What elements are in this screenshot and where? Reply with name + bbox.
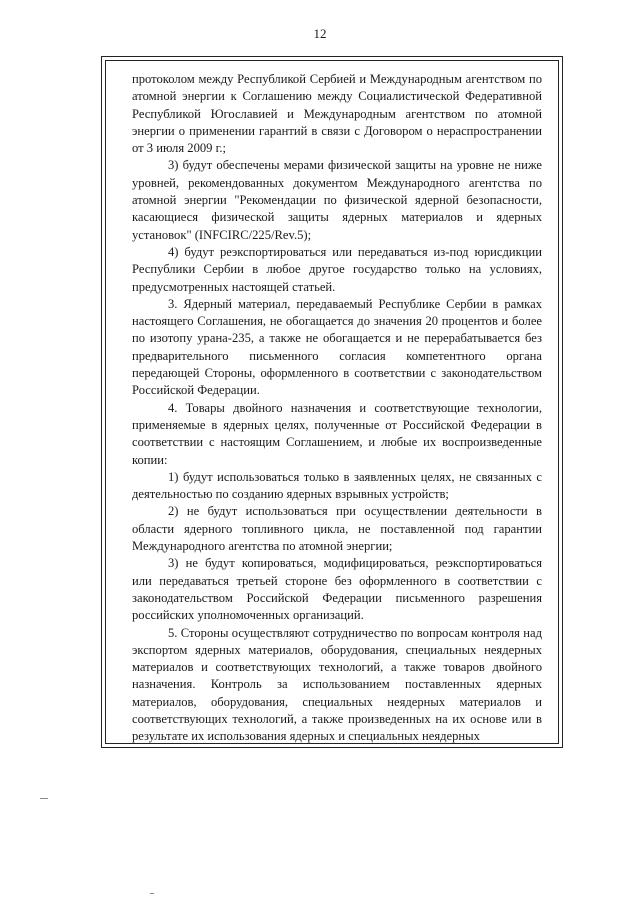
- scan-speck: [40, 798, 48, 799]
- paragraph-section-4-dual-use: 4. Товары двойного назначения и соответствующие технологии, применяемые в ядерных целях, полученные от Российской Федерации в соответствии с настоящим Соглашением, и любые их воспроизведенные копии:: [132, 400, 542, 467]
- page-number: 12: [313, 26, 327, 41]
- paragraph-dual-use-item-2: 2) не будут использоваться при осуществлении деятельности в области ядерного топливного цикла, не поставленной под гарантии Международного агентства по атомной энергии;: [132, 504, 542, 554]
- paragraph-dual-use-item-1: 1) будут использоваться только в заявленных целях, не связанных с деятельностью по созданию ядерных взрывных устройств;: [132, 469, 542, 502]
- paragraph-section-5-export-control: 5. Стороны осуществляют сотрудничество по вопросам контроля над экспортом ядерных материалов, оборудования, специальных неядерных материалов и соответствующих технологий, а также товаров двойного назначения. Контроль за использованием поставленных ядерных материалов, оборудования, специальных неядерных материалов и соответствующих технологий, а также произведенных на их основе или в результате их использования ядерных и специальных неядерных: [132, 625, 542, 744]
- paragraph-item-3-physical-protection: 3) будут обеспечены мерами физической защиты на уровне не ниже уровней, рекомендованных документом Международного агентства по атомной энергии "Рекомендации по физической ядерной безопасности, касающиеся физической защиты ядерных материалов и ядерных установок" (INFCIRC/225/Rev.5);: [132, 158, 542, 242]
- document-body: [132, 71, 542, 746]
- paragraph-dual-use-item-3: 3) не будут копироваться, модифицироваться, реэкспортироваться или передаваться третьей стороне без оформленного в соответствии с законодательством Российской Федерации письменного разрешения российских уполномоченных организаций.: [132, 556, 542, 623]
- paragraph-section-3-enrichment: 3. Ядерный материал, передаваемый Республике Сербии в рамках настоящего Соглашения, не обогащается до значения 20 процентов и более по изотопу урана-235, а также не обогащается и не перерабатывается без предварительного письменного согласия компетентного органа передающей Стороны, оформленного в соответствии с законодательством Российской Федерации.: [132, 296, 542, 398]
- paragraph-continuation: протоколом между Республикой Сербией и Международным агентством по атомной энергии к Соглашению между Социалистической Федеративной Республикой Югославией и Международным агентством по атомной энергии о применении гарантий в связи с Договором о нераспространении от 3 июля 2009 г.;: [132, 72, 542, 156]
- paragraph-item-4-reexport: 4) будут реэкспортироваться или передаваться из-под юрисдикции Республики Сербии в любое другое государство только на условиях, предусмотренных настоящей статьей.: [132, 244, 542, 294]
- scan-speck: [150, 893, 154, 894]
